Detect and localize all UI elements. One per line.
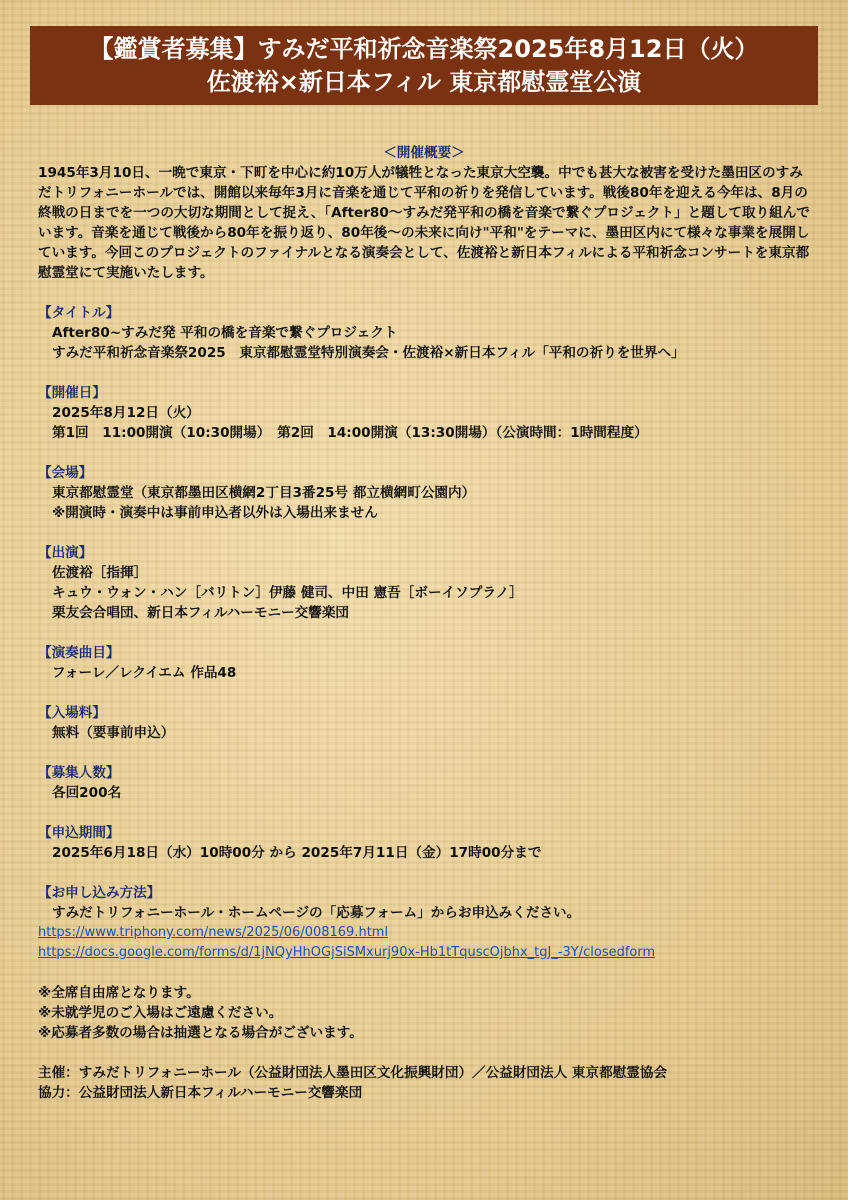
overview-paragraph: 1945年3月10日、一晩で東京・下町を中心に約10万人が犠牲となった東京大空襲。中でも甚大な被害を受けた墨田区のすみだトリフォニーホールでは、開館以来毎年3月に音楽を通じて平和の祈りを発信しています。戦後80年を迎える今年は、8月の終戦の日までを一つの大切な期間として捉え、「After80～すみだ発平和の橋を音楽で繋ぐプロジェクト」と題して取り組んでいます。音楽を通じて戦後から80年を振り返り、80年後～の未来に向け"平和"をテーマに、墨田区内にて様々な事業を展開しています。今回このプロジェクトのファイナルとなる演奏会として、佐渡裕と新日本フィルによる平和祈念コンサートを東京都慰霊堂にて実施いたします。 (38, 165, 810, 281)
section-line: 佐渡裕［指揮］ (52, 565, 148, 581)
section-line: 無料（要事前申込） (52, 725, 175, 741)
section-line: 2025年8月12日（火） (52, 405, 200, 421)
section-date (38, 383, 810, 443)
section-fee (38, 703, 810, 743)
section-heading: 【入場料】 (38, 705, 106, 721)
section-heading: 【演奏曲目】 (38, 645, 120, 661)
section-line: 各回200名 (52, 785, 122, 801)
overview-heading: ＜開催概要＞ (383, 145, 465, 161)
notes-block (38, 983, 810, 1043)
section-line: キュウ・ウォン・ハン［バリトン］伊藤 健司、中田 憲吾［ボーイソプラノ］ (52, 585, 523, 601)
banner-title-line-1: 【鑑賞者募集】すみだ平和祈念音楽祭2025年8月12日（火） (89, 35, 759, 63)
section-line: すみだ平和祈念音楽祭2025 東京都慰霊堂特別演奏会・佐渡裕×新日本フィル「平和の祈りを世界へ」 (52, 345, 685, 361)
cooperation-line: 協力：公益財団法人新日本フィルハーモニー交響楽団 (38, 1085, 363, 1101)
section-heading: 【募集人数】 (38, 765, 120, 781)
section-heading: 【お申し込み方法】 (38, 885, 161, 901)
google-form-link[interactable]: https://docs.google.com/forms/d/1jNQyHhOGjSiSMxurj90x-Hb1tTquscOjbhx_tgJ_-3Y/closedform (38, 945, 656, 960)
section-heading: 【会場】 (38, 465, 93, 481)
section-heading: 【申込期間】 (38, 825, 120, 841)
triphony-news-link[interactable]: https://www.triphony.com/news/2025/06/008169.html (38, 925, 389, 940)
section-line: 栗友会合唱団、新日本フィルハーモニー交響楽団 (52, 605, 350, 621)
organizers-block (38, 1063, 810, 1103)
section-period (38, 823, 810, 863)
section-line: フォーレ／レクイエム 作品48 (52, 665, 237, 681)
organizer-line: 主催：すみだトリフォニーホール（公益財団法人墨田区文化振興財団）／公益財団法人 東京都慰霊協会 (38, 1065, 668, 1081)
note-line: ※未就学児のご入場はご遠慮ください。 (38, 1005, 283, 1021)
section-capacity (38, 763, 810, 803)
section-line: 2025年6月18日（水）10時00分 から 2025年7月11日（金）17時00分まで (52, 845, 542, 861)
note-line: ※全席自由席となります。 (38, 985, 200, 1001)
section-apply (38, 883, 810, 963)
section-line: 東京都慰霊堂（東京都墨田区横網2丁目3番25号 都立横網町公園内） (52, 485, 476, 501)
section-heading: 【タイトル】 (38, 305, 120, 321)
note-line: ※応募者多数の場合は抽選となる場合がございます。 (38, 1025, 363, 1041)
section-program (38, 643, 810, 683)
section-line: After80~すみだ発 平和の橋を音楽で繋ぐプロジェクト (52, 325, 398, 341)
section-line: ※開演時・演奏中は事前申込者以外は入場出来ません (52, 505, 378, 521)
section-heading: 【出演】 (38, 545, 93, 561)
section-heading: 【開催日】 (38, 385, 106, 401)
section-performers (38, 543, 810, 623)
section-line: すみだトリフォニーホール・ホームページの「応募フォーム」からお申込みください。 (52, 905, 581, 921)
section-title (38, 303, 810, 363)
section-venue (38, 463, 810, 523)
section-line: 第1回 11:00開演（10:30開場） 第2回 14:00開演（13:30開場）（公演時間：1時間程度） (52, 425, 648, 441)
flyer-content (38, 143, 810, 1103)
banner-title-line-2: 佐渡裕×新日本フィル 東京都慰霊堂公演 (206, 68, 642, 96)
title-banner (30, 26, 818, 105)
